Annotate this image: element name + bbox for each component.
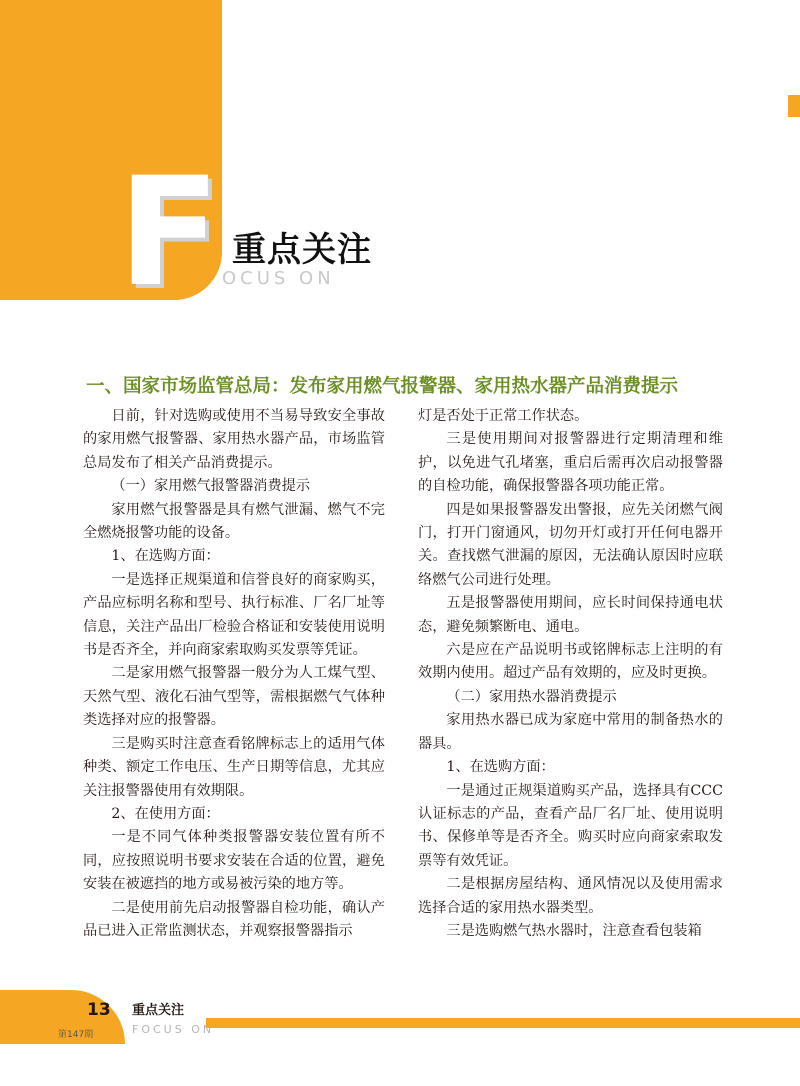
subheading: 1、在选购方面： [446,759,555,776]
paragraph: 三是购买时注意查看铭牌标志上的适用气体种类、额定工作电压、生产日期等信息，尤其应关注报警器使用有效期限。 [83,735,385,799]
paragraph: 二是使用前先启动报警器自检功能，确认产品已进入正常监测状态，并观察报警器指示 [83,899,385,939]
paragraph: 家用燃气报警器是具有燃气泄漏、燃气不完全燃烧报警功能的设备。 [83,501,385,542]
paragraph: 日前，针对选购或使用不当易导致安全事故的家用燃气报警器、家用热水器产品，市场监管总局发布了相关产品消费提示。 [83,408,385,471]
subheading: 2、在使用方面： [111,805,220,822]
paragraph: 二是家用燃气报警器一般分为人工煤气型、天然气型、液化石油气型等，需根据燃气气体种类选择对应的报警器。 [83,665,385,729]
footer-rule [206,1018,800,1028]
left-column [83,405,385,943]
page-subtitle: OCUS ON [222,268,335,289]
header-big-letter: F [118,146,221,320]
subheading: 1、在选购方面： [111,548,220,565]
subheading: （一）家用燃气报警器消费提示 [111,478,311,495]
page-number: 13 [87,1000,111,1020]
paragraph: 一是通过正规渠道购买产品，选择具有CCC认证标志的产品，查看产品厂名厂址、使用说明书、保修单等是否齐全。购买时应向商家索取发票等有效凭证。 [418,782,723,869]
paragraph: 一是不同气体种类报警器安装位置有所不同，应按照说明书要求安装在合适的位置，避免安装在被遮挡的地方或易被污染的地方等。 [83,829,385,893]
paragraph: 家用热水器已成为家庭中常用的制备热水的器具。 [418,712,723,752]
paragraph: 灯是否处于正常工作状态。 [418,408,589,424]
paragraph: 三是选购燃气热水器时，注意查看包装箱 [446,922,702,939]
paragraph: 二是根据房屋结构、通风情况以及使用需求选择合适的家用热水器类型。 [418,876,723,916]
right-column [418,405,723,943]
footer-title: 重点关注 [132,1003,185,1018]
paragraph: 一是选择正规渠道和信誉良好的商家购买，产品应标明名称和型号、执行标准、厂名厂址等信息，关注产品出厂检验合格证和安装使用说明书是否齐全，并向商家索取购买发票等凭证。 [83,571,385,659]
paragraph: 四是如果报警器发出警报，应先关闭燃气阀门，打开门窗通风，切勿开灯或打开任何电器开关。查找燃气泄漏的原因，无法确认原因时应联络燃气公司进行处理。 [418,501,723,588]
side-tab-marker [788,95,800,117]
issue-number: 第147期 [58,1030,94,1040]
paragraph: 三是使用期间对报警器进行定期清理和维护，以免进气孔堵塞，重启后需再次启动报警器的自检功能，确保报警器各项功能正常。 [418,431,723,495]
page-title: 重点关注 [232,230,372,270]
footer-subtitle: FOCUS ON [132,1023,215,1036]
section-heading: 一、国家市场监管总局：发布家用燃气报警器、家用热水器产品消费提示 [86,376,679,397]
subheading: （二）家用热水器消费提示 [446,688,617,705]
paragraph: 六是应在产品说明书或铭牌标志上注明的有效期内使用。超过产品有效期的，应及时更换。 [418,642,723,682]
paragraph: 五是报警器使用期间，应长时间保持通电状态，避免频繁断电、通电。 [418,595,723,635]
